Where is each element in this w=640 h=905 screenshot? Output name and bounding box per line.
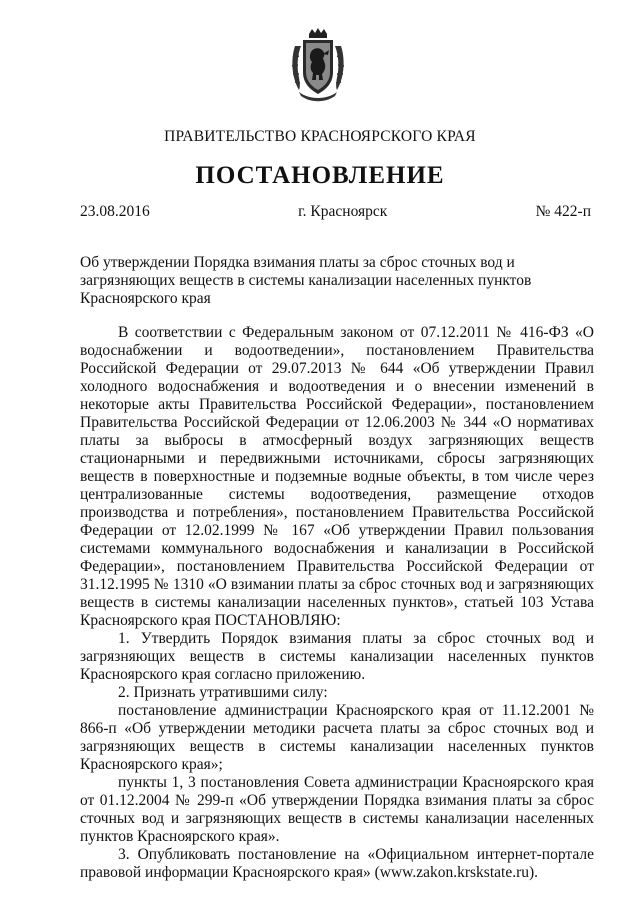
preamble-paragraph: В соответствии с Федеральным законом от 07.12.2011 № 416-ФЗ «О водоснабжении и водоотведении», постановлением Правительства Российской Федерации от 29.07.2013 № 644 «Об утверждении Правил холодного водоснабжения и водоотведения и о внесении изменений в некоторые акты Правительства Российской Федерации», постановлением Правительства Российской Федерации от 12.06.2003 № 344 «О нормативах платы за выбросы в атмосферный воздух загрязняющих веществ стационарными и передвижными источниками, сбросы загрязняющих веществ в поверхностные и подземные водные объекты, в том числе через централизованные системы водоотведения, размещение отходов производства и потребления», постановлением Правительства Российской Федерации от 12.02.1999 № 167 «Об утверждении Правил пользования системами коммунального водоснабжения и канализации в Российской Федерации», постановлением Правительства Российской Федерации от 31.12.1995 № 1310 «О взимании платы за сброс сточных вод и загрязняющих веществ в системы канализации населенных пунктов», статьей 103 Устава Красноярского края ПОСТАНОВЛЯЮ: [80, 324, 594, 629]
repeal-item-1-paragraph: постановление администрации Красноярского края от 11.12.2001 № 866-п «Об утверждении методики расчета платы за сброс сточных вод и загрязняющих веществ в системы канализации населенных пунктов Красноярского края»; [80, 702, 594, 773]
clause-2-paragraph: 2. Признать утратившими силу: [118, 684, 328, 701]
document-place: г. Красноярск [298, 203, 388, 220]
repeal-item-2-paragraph: пункты 1, 3 постановления Совета администрации Красноярского края от 01.12.2004 № 299-п «Об утверждении Порядка взимания платы за сброс сточных вод и загрязняющих веществ в системы канализации населенных пунктов Красноярского края». [80, 774, 594, 845]
clause-3-paragraph: 3. Опубликовать постановление на «Официальном интернет-портале правовой информации Красноярского края» (www.zakon.krskstate.ru). [80, 846, 594, 881]
coat-of-arms-emblem [289, 28, 347, 104]
document-date: 23.08.2016 [80, 203, 150, 220]
document-body [80, 324, 594, 882]
scan-margin-marks [600, 0, 640, 905]
clause-1-paragraph: 1. Утвердить Порядок взимания платы за сброс сточных вод и загрязняющих веществ в системы канализации населенных пунктов Красноярского края согласно приложению. [80, 630, 594, 683]
document-number: № 422-п [535, 203, 591, 220]
government-title: ПРАВИТЕЛЬСТВО КРАСНОЯРСКОГО КРАЯ [164, 128, 476, 145]
document-meta-row [80, 203, 591, 221]
document-type-heading: ПОСТАНОВЛЕНИЕ [195, 162, 445, 189]
document-subject: Об утверждении Порядка взимания платы за сброс сточных вод и загрязняющих веществ в системы канализации населенных пунктов Красноярского края [80, 254, 532, 307]
